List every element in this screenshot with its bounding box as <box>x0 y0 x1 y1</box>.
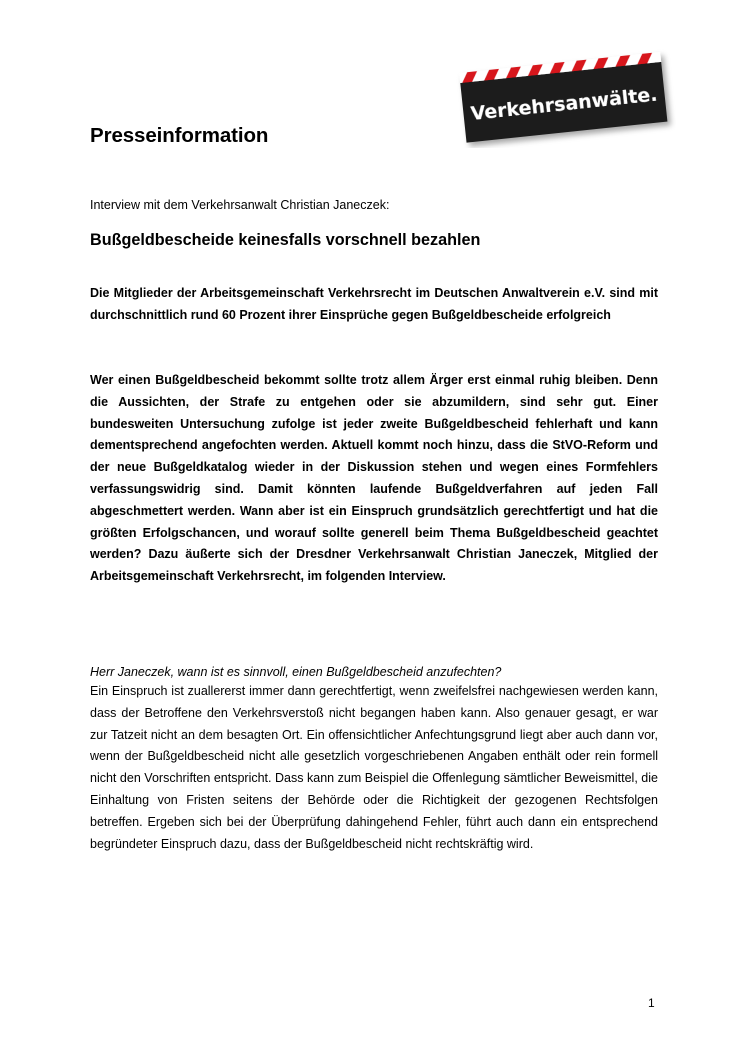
interview-question: Herr Janeczek, wann ist es sinnvoll, einen Bußgeldbescheid anzufechten? <box>90 665 502 679</box>
verkehrsanwaelte-logo <box>456 40 676 148</box>
page-number: 1 <box>648 996 655 1010</box>
lead-paragraph: Die Mitglieder der Arbeitsgemeinschaft Verkehrsrecht im Deutschen Anwaltverein e.V. sind mit durchschnittlich rund 60 Prozent ihrer Einsprüche gegen Bußgeldbescheide erfolgreich <box>90 286 658 322</box>
logo-graphic <box>456 40 676 148</box>
subtitle: Bußgeldbescheide keinesfalls vorschnell bezahlen <box>90 231 481 249</box>
main-paragraph: Wer einen Bußgeldbescheid bekommt sollte trotz allem Ärger erst einmal ruhig bleiben. Denn die Aussichten, der Strafe zu entgehen oder sie abzumildern, sind sehr gut. Einer bundesweiten Untersuchung zufolge ist jeder zweite Bußgeldbescheid fehlerhaft und kann dementsprechend angefochten werden. Aktuell kommt noch hinzu, dass die StVO-Reform und der neue Bußgeldkatalog wieder in der Diskussion stehen und wegen eines Formfehlers verfassungswidrig sind. Damit könnten laufende Bußgeldverfahren auf jeden Fall abgeschmettert werden. Wann aber ist ein Einspruch grundsätzlich gerechtfertigt und hat die größten Erfolgschancen, und worauf sollte generell beim Thema Bußgeldbescheid geachtet werden? Dazu äußerte sich der Dresdner Verkehrsanwalt Christian Janeczek, Mitglied der Arbeitsgemeinschaft Verkehrsrecht, im folgenden Interview. <box>90 373 658 584</box>
interview-answer: Ein Einspruch ist zuallererst immer dann gerechtfertigt, wenn zweifelsfrei nachgewiesen werden kann, dass der Betroffene den Verkehrsverstoß nicht begangen haben kann. Also genauer gesagt, er war zur Tatzeit nicht an dem besagten Ort. Ein offensichtlicher Anfechtungsgrund liegt aber auch dann vor, wenn der Bußgeldbescheid nicht alle gesetzlich vorgeschriebenen Angaben enthält oder rein formell nicht den Vorschriften entspricht. Dass kann zum Beispiel die Offenlegung sämtlicher Beweismittel, die Einhaltung von Fristen seitens der Behörde oder die Richtigkeit der gezogenen Rechtsfolgen betreffen. Ergeben sich bei der Überprüfung dahingehend Fehler, führt auch dann ein entsprechend begründeter Einspruch dazu, dass der Bußgeldbescheid nicht rechtskräftig wird. <box>90 684 658 851</box>
intro-line: Interview mit dem Verkehrsanwalt Christian Janeczek: <box>90 198 390 212</box>
logo-text: Verkehrsanwälte. <box>469 83 659 126</box>
page-title: Presseinformation <box>90 124 269 147</box>
